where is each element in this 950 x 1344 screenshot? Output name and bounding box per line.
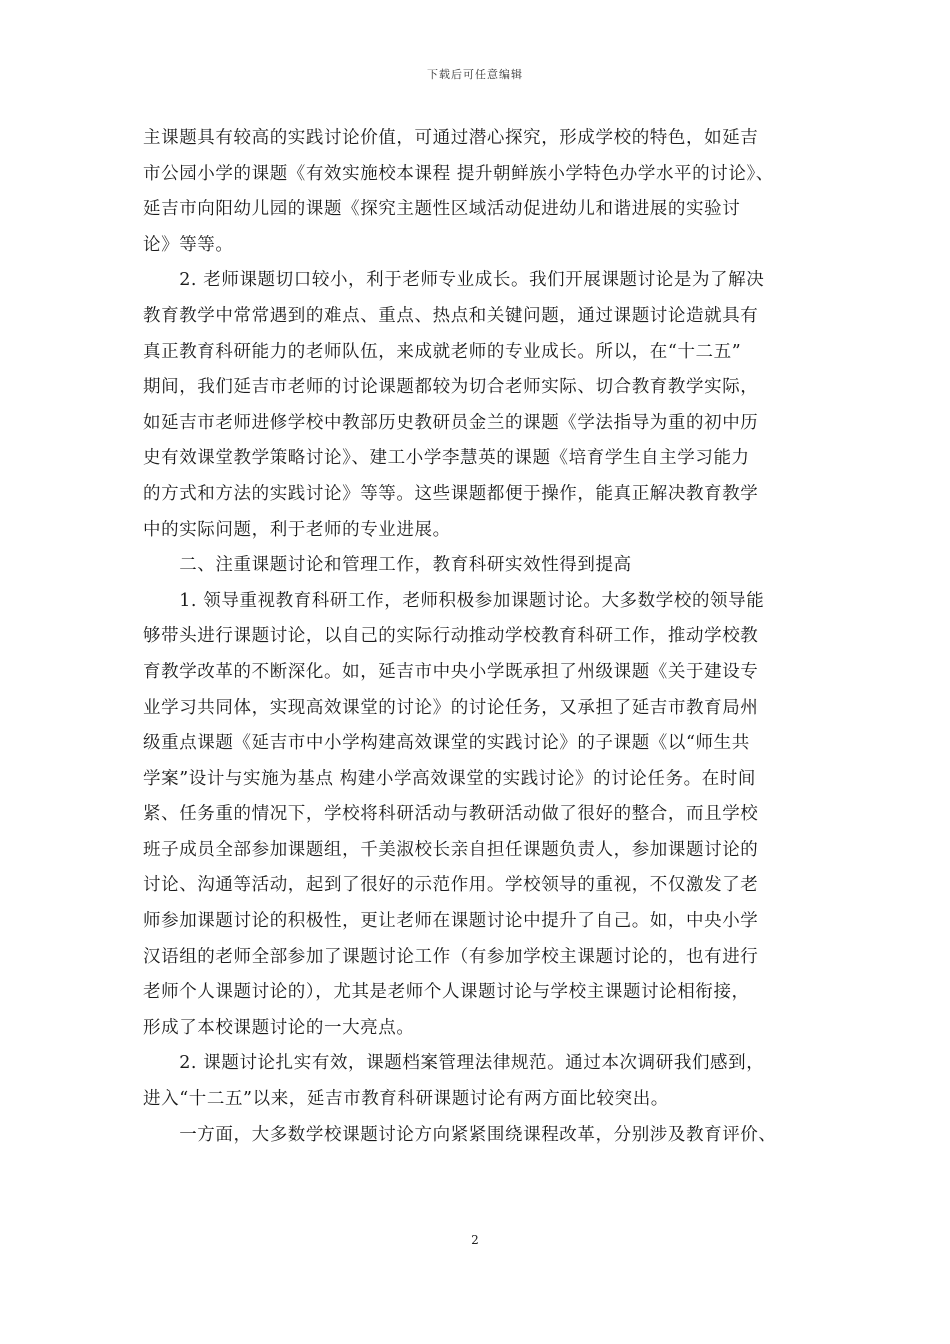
text-line: 学案”设计与实施为基点 构建小学高效课堂的实践讨论》的讨论任务。在时间 [143, 768, 757, 789]
text-line: 延吉市向阳幼儿园的课题《探究主题性区域活动促进幼儿和谐进展的实验讨 [143, 199, 741, 220]
text-line: 史有效课堂教学策略讨论》、建工小学李慧英的课题《培育学生自主学习能力 [143, 448, 750, 469]
text-line: 业学习共同体，实现高效课堂的讨论》的讨论任务，又承担了延吉市教育局州 [143, 697, 759, 718]
text-line: 市公园小学的课题《有效实施校本课程 提升朝鲜族小学特色办学水平的讨论》、 [143, 163, 774, 184]
text-line: 级重点课题《延吉市中小学构建高效课堂的实践讨论》的子课题《以“师生共 [143, 733, 750, 754]
text-line: 汉语组的老师全部参加了课题讨论工作（有参加学校主课题讨论的，也有进行 [143, 946, 759, 967]
text-line: 进入“十二五”以来，延吉市教育科研课题讨论有两方面比较突出。 [143, 1089, 669, 1110]
text-line: 中的实际问题，利于老师的专业进展。 [143, 519, 451, 540]
section-heading: 二、注重课题讨论和管理工作，教育科研实效性得到提高 [143, 555, 632, 576]
text-line: 教育教学中常常遇到的难点、重点、热点和关键问题，通过课题讨论造就具有 [143, 305, 759, 326]
text-line: 紧、任务重的情况下，学校将科研活动与教研活动做了很好的整合，而且学校 [143, 804, 759, 825]
text-line: 老师个人课题讨论的），尤其是老师个人课题讨论与学校主课题讨论相衔接， [143, 982, 750, 1003]
text-line: 师参加课题讨论的积极性，更让老师在课题讨论中提升了自己。如，中央小学 [143, 911, 759, 932]
text-line: 一方面，大多数学校课题讨论方向紧紧围绕课程改革，分别涉及教育评价、 [143, 1124, 777, 1145]
text-line: 2. 老师课题切口较小，利于老师专业成长。我们开展课题讨论是为了解决 [143, 270, 765, 291]
text-line: 的方式和方法的实践讨论》等等。这些课题都便于操作，能真正解决教育教学 [143, 483, 759, 504]
text-line: 够带头进行课题讨论，以自己的实际行动推动学校教育科研工作，推动学校教 [143, 626, 759, 647]
text-line: 班子成员全部参加课题组，千美淑校长亲自担任课题负责人，参加课题讨论的 [143, 839, 759, 860]
text-line: 真正教育科研能力的老师队伍，来成就老师的专业成长。所以，在“十二五” [143, 341, 742, 362]
text-line: 形成了本校课题讨论的一大亮点。 [143, 1017, 415, 1038]
page-number: 2 [471, 1233, 479, 1247]
text-line: 讨论、沟通等活动，起到了很好的示范作用。学校领导的重视，不仅激发了老 [143, 875, 759, 896]
text-line: 论》等等。 [143, 234, 234, 255]
page-header: 下载后可任意编辑 [427, 68, 523, 81]
text-line: 期间，我们延吉市老师的讨论课题都较为切合老师实际、切合教育教学实际， [143, 377, 759, 398]
text-line: 如延吉市老师进修学校中教部历史教研员金兰的课题《学法指导为重的初中历 [143, 412, 759, 433]
text-line: 1. 领导重视教育科研工作，老师积极参加课题讨论。大多数学校的领导能 [143, 590, 765, 611]
document-body [143, 121, 811, 1153]
text-line: 2. 课题讨论扎实有效，课题档案管理法律规范。通过本次调研我们感到， [143, 1053, 765, 1074]
text-line: 育教学改革的不断深化。如，延吉市中央小学既承担了州级课题《关于建设专 [143, 661, 759, 682]
text-line: 主课题具有较高的实践讨论价值，可通过潜心探究，形成学校的特色，如延吉 [143, 128, 759, 148]
